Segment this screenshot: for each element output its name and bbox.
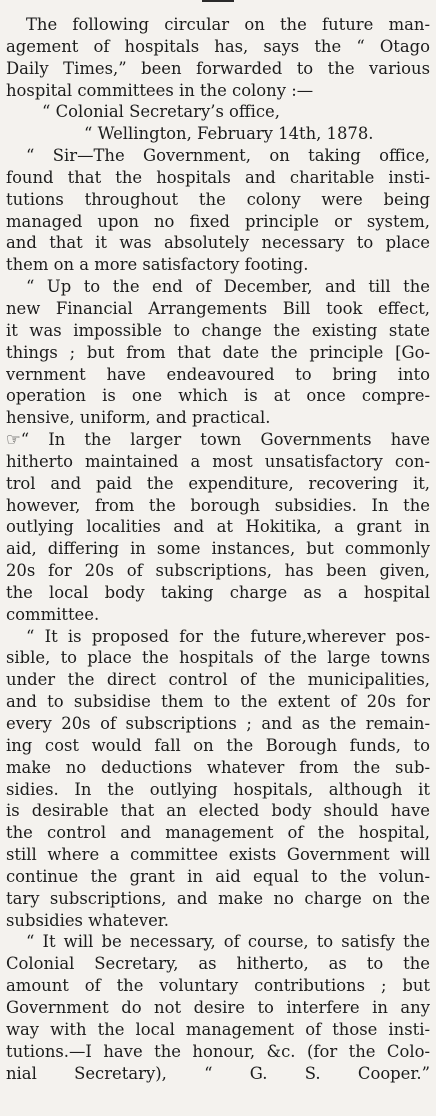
text-line: still where a committee exists Government will xyxy=(6,845,430,865)
text-line: Colonial Secretary, as hitherto, as to the xyxy=(6,954,430,974)
text-line: committee. xyxy=(6,604,100,624)
text-line: vernment have endeavoured to bring into xyxy=(6,364,430,384)
text-line: hospital committees in the colony :— xyxy=(6,80,314,100)
letter-date-line: “ Wellington, February 14th, 1878. xyxy=(84,124,374,144)
text-line: managed upon no fixed principle or system, xyxy=(6,211,430,231)
text-line: them on a more satisfactory footing. xyxy=(6,255,309,275)
text-line: and to subsidise them to the extent of 20s for xyxy=(6,692,430,712)
text-line: “ It will be necessary, of course, to satisfy the xyxy=(26,932,430,952)
text-line: aid, differing in some instances, but commonly xyxy=(6,539,430,559)
text-line: it was impossible to change the existing state xyxy=(6,320,430,340)
text-line: Daily Times,” been forwarded to the various xyxy=(6,58,430,78)
text-line: found that the hospitals and charitable insti- xyxy=(6,167,430,187)
text-line: tutions.—I have the honour, &c. (for the Colo- xyxy=(6,1041,430,1061)
text-line: ing cost would fall on the Borough funds, to xyxy=(6,735,430,755)
text-line: tary subscriptions, and make no charge on the xyxy=(6,888,430,908)
text-line: sible, to place the hospitals of the large towns xyxy=(6,648,430,668)
text-line: The following circular on the future man- xyxy=(26,15,430,34)
text-line: subsidies whatever. xyxy=(6,910,170,930)
text-line: 20s for 20s of subscriptions, has been given, xyxy=(6,561,430,581)
text-line: continue the grant in aid equal to the volun- xyxy=(6,866,430,886)
text-line: amount of the voluntary contributions ; but xyxy=(6,976,430,996)
text-line: every 20s of subscriptions ; and as the remain- xyxy=(6,714,430,733)
letter-office-line: “ Colonial Secretary’s office, xyxy=(42,102,280,122)
text-line: “ Up to the end of December, and till the xyxy=(26,277,430,297)
text-line: and that it was absolutely necessary to place xyxy=(6,233,430,253)
text-line: is desirable that an elected body should have xyxy=(6,801,430,821)
text-line: under the direct control of the municipalities, xyxy=(6,670,430,690)
text-line: ☞“ In the larger town Governments have xyxy=(6,430,430,450)
text-line: new Financial Arrangements Bill took effect, xyxy=(6,298,430,318)
text-line: operation is one which is at once compre- xyxy=(6,386,430,406)
text-line: make no deductions whatever from the sub- xyxy=(6,757,430,777)
text-line: way with the local management of those insti- xyxy=(6,1019,430,1039)
text-line: the local body taking charge as a hospital xyxy=(6,582,430,602)
signature-line: nial Secretary), “ G. S. Cooper.” xyxy=(6,1063,430,1083)
text-line: trol and paid the expenditure, recovering it, xyxy=(6,473,430,493)
text-line: hitherto maintained a most unsatisfactory con- xyxy=(6,451,430,471)
text-line: things ; but from that date the principle [Go- xyxy=(6,342,430,362)
text-line: hensive, uniform, and practical. xyxy=(6,408,271,428)
text-line: sidies. In the outlying hospitals, although it xyxy=(6,779,430,799)
text-line: Government do not desire to interfere in any xyxy=(6,997,430,1017)
column-rule xyxy=(202,0,234,2)
text-line: tutions throughout the colony were being xyxy=(6,189,430,209)
text-line: “ Sir—The Government, on taking office, xyxy=(26,146,430,166)
article-body xyxy=(6,14,430,1084)
text-line: “ It is proposed for the future,wherever pos- xyxy=(26,626,430,646)
text-line: outlying localities and at Hokitika, a grant in xyxy=(6,517,430,537)
text-line: the control and management of the hospital, xyxy=(6,823,430,843)
text-line: however, from the borough subsidies. In the xyxy=(6,495,430,515)
text-line: agement of hospitals has, says the “ Otago xyxy=(6,36,430,56)
